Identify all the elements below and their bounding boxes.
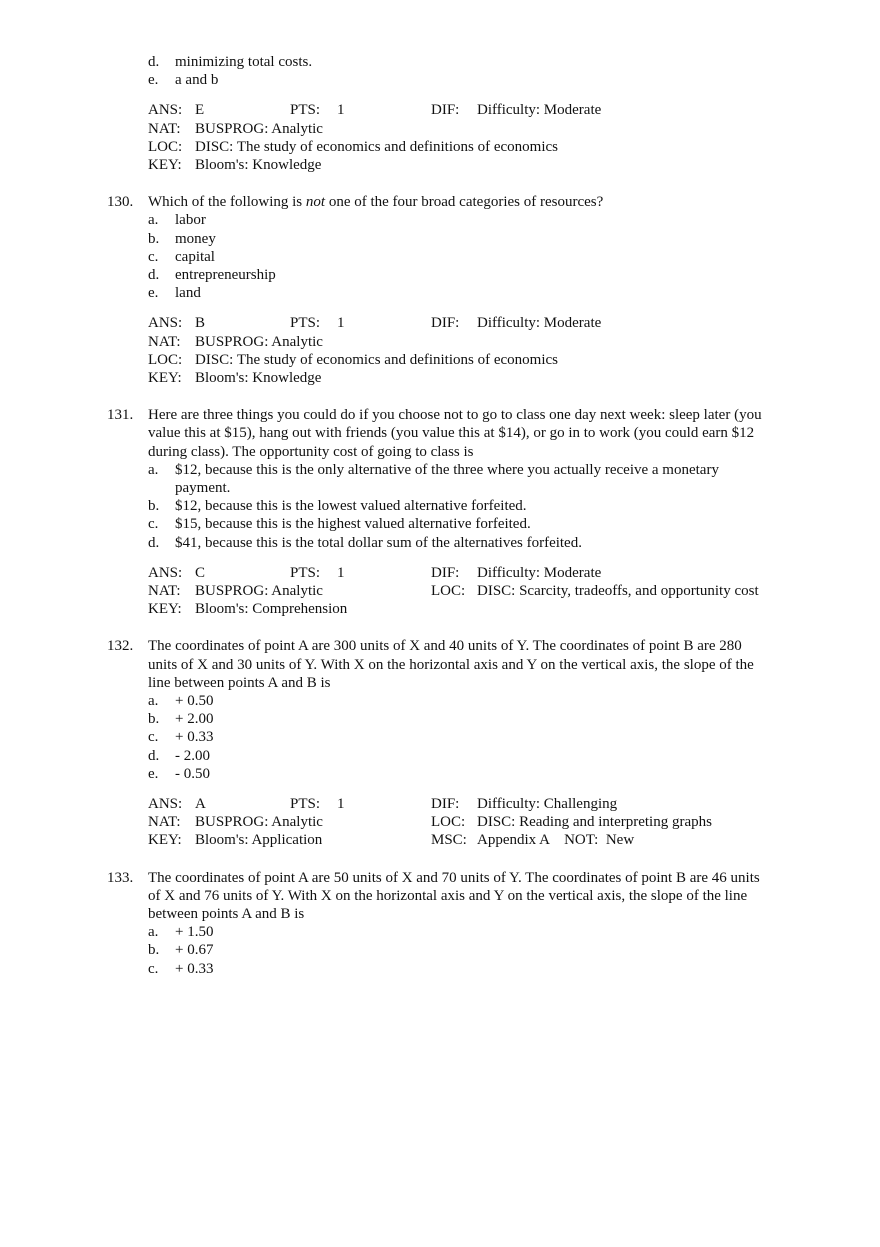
metadata-field <box>148 333 323 351</box>
metadata-row <box>148 314 807 332</box>
metadata-label: LOC: <box>431 814 466 831</box>
question-item <box>107 637 807 849</box>
text-span: value this at $15), hang out with friends (you value this at $14), or go in to work (you could earn $12 <box>148 425 755 442</box>
option-text: $41, because this is the total dollar sum of the alternatives forfeited. <box>175 534 582 551</box>
metadata-field <box>148 831 322 849</box>
answer-option <box>148 211 807 229</box>
option-letter: c. <box>148 516 159 533</box>
metadata-label: KEY: <box>148 832 182 849</box>
metadata-row <box>148 831 807 849</box>
answer-option <box>148 497 807 515</box>
metadata-label: DIF: <box>431 795 460 812</box>
answer-option <box>148 923 807 941</box>
answer-option <box>148 747 807 765</box>
metadata-value: Bloom's: Application <box>195 832 323 849</box>
metadata-row <box>148 156 807 174</box>
metadata-value: DISC: The study of economics and definitions of economics <box>195 138 558 155</box>
metadata-label: DIF: <box>431 564 460 581</box>
answer-option <box>148 941 807 959</box>
metadata-value: Difficulty: Moderate <box>477 102 602 119</box>
option-text: payment. <box>175 479 231 496</box>
metadata-value: BUSPROG: Analytic <box>195 814 323 831</box>
answer-option <box>148 248 807 266</box>
option-text: + 0.33 <box>175 960 214 977</box>
metadata-label: NAT: <box>148 333 181 350</box>
option-text: money <box>175 230 216 247</box>
answer-option <box>148 534 807 552</box>
metadata-value: Difficulty: Challenging <box>477 795 618 812</box>
metadata-value: 1 <box>337 315 345 332</box>
metadata-field <box>148 564 205 582</box>
option-text: - 0.50 <box>175 765 210 782</box>
option-letter: c. <box>148 960 159 977</box>
question-number: 131. <box>107 407 134 424</box>
text-span: of X and 76 units of Y. With X on the horizontal axis and Y on the vertical axis, the slope of the line <box>148 887 748 904</box>
metadata-field <box>148 369 321 387</box>
metadata-value: Difficulty: Moderate <box>477 315 602 332</box>
question-item <box>107 869 807 978</box>
metadata-field <box>148 156 321 174</box>
metadata-label: PTS: <box>290 564 321 581</box>
metadata-row <box>148 101 807 119</box>
metadata-value: Bloom's: Knowledge <box>195 156 322 173</box>
text-span: Here are three things you could do if you choose not to go to class one day next week: sleep later (you <box>148 407 762 424</box>
metadata-label: KEY: <box>148 156 182 173</box>
metadata-field <box>148 120 323 138</box>
metadata-row <box>148 138 807 156</box>
metadata-label: ANS: <box>148 564 183 581</box>
text-span: The coordinates of point A are 300 units of X and 40 units of Y. The coordinates of point B are 280 <box>148 638 742 655</box>
option-letter: a. <box>148 924 159 941</box>
text-span: units of X and 30 units of Y. With X on the horizontal axis and Y on the vertical axis, the slope of the <box>148 656 754 673</box>
metadata-value: 1 <box>337 795 345 812</box>
metadata-row <box>148 351 807 369</box>
metadata-row <box>148 564 807 582</box>
option-letter: e. <box>148 72 159 89</box>
metadata-field <box>148 813 323 831</box>
metadata-value: A <box>195 795 206 812</box>
option-letter: b. <box>148 230 160 247</box>
option-letter: d. <box>148 747 160 764</box>
metadata-label: PTS: <box>290 102 321 119</box>
answer-option <box>148 461 807 497</box>
metadata-value: Difficulty: Moderate <box>477 564 602 581</box>
metadata-field <box>148 582 323 600</box>
metadata-value: 1 <box>337 564 345 581</box>
answer-option <box>148 230 807 248</box>
option-text: + 0.67 <box>175 942 214 959</box>
metadata-label: PTS: <box>290 795 321 812</box>
metadata-label: PTS: <box>290 315 321 332</box>
metadata-value: 1 <box>337 102 345 119</box>
question-text <box>148 443 807 461</box>
metadata-field <box>148 314 205 332</box>
option-letter: a. <box>148 212 159 229</box>
metadata-value: BUSPROG: Analytic <box>195 333 323 350</box>
option-text: land <box>175 285 201 302</box>
metadata-value: B <box>195 315 206 332</box>
metadata-value: DISC: Scarcity, tradeoffs, and opportunity cost <box>477 582 759 599</box>
option-text: + 2.00 <box>175 711 214 728</box>
metadata-label: KEY: <box>148 369 182 386</box>
metadata-label: LOC: <box>148 138 183 155</box>
answer-option <box>148 284 807 302</box>
text-span: line between points A and B is <box>148 674 331 691</box>
metadata-label: DIF: <box>431 315 460 332</box>
metadata-row <box>148 369 807 387</box>
metadata-field <box>148 795 206 813</box>
option-letter: e. <box>148 285 159 302</box>
metadata-value: Appendix A NOT: New <box>477 832 635 849</box>
option-letter: d. <box>148 266 160 283</box>
answer-option <box>148 266 807 284</box>
metadata-label: NAT: <box>148 120 181 137</box>
metadata-row <box>148 333 807 351</box>
metadata-value: BUSPROG: Analytic <box>195 120 323 137</box>
option-text: a and b <box>175 72 219 89</box>
option-text: minimizing total costs. <box>175 54 313 70</box>
question-item <box>107 406 807 618</box>
question-number: 130. <box>107 194 134 211</box>
text-span: Which of the following is <box>148 194 306 211</box>
metadata-field <box>431 795 617 813</box>
question-text <box>148 424 807 442</box>
question-text <box>148 406 807 424</box>
metadata-field <box>290 564 345 582</box>
metadata-field <box>431 582 759 600</box>
metadata-label: LOC: <box>148 351 183 368</box>
option-letter: b. <box>148 498 160 515</box>
option-text: $15, because this is the highest valued alternative forfeited. <box>175 516 531 533</box>
option-letter: a. <box>148 692 159 709</box>
answer-option <box>148 692 807 710</box>
option-text: capital <box>175 248 215 265</box>
answer-metadata <box>148 101 807 174</box>
metadata-row <box>148 120 807 138</box>
option-letter: b. <box>148 942 160 959</box>
metadata-field <box>431 813 712 831</box>
metadata-label: MSC: <box>431 832 467 849</box>
option-letter: b. <box>148 711 160 728</box>
metadata-field <box>290 101 345 119</box>
option-letter: d. <box>148 534 160 551</box>
metadata-label: NAT: <box>148 582 181 599</box>
answer-metadata <box>148 314 807 387</box>
answer-option <box>148 71 807 89</box>
metadata-value: E <box>195 102 205 119</box>
option-text: entrepreneurship <box>175 266 276 283</box>
metadata-row <box>148 582 807 600</box>
option-text: $12, because this is the lowest valued alternative forfeited. <box>175 498 527 515</box>
option-letter: a. <box>148 461 159 478</box>
metadata-field <box>148 600 347 618</box>
option-text: labor <box>175 212 206 229</box>
question-text <box>148 193 807 211</box>
metadata-label: DIF: <box>431 102 460 119</box>
question-text <box>148 887 807 905</box>
metadata-field <box>431 314 601 332</box>
question-text <box>148 674 807 692</box>
text-span: during class). The opportunity cost of going to class is <box>148 443 474 460</box>
metadata-row <box>148 600 807 618</box>
metadata-label: ANS: <box>148 795 183 812</box>
emphasis-text: not <box>305 194 326 211</box>
answer-option <box>148 728 807 746</box>
text-span: The coordinates of point A are 50 units of X and 70 units of Y. The coordinates of point B are 46 units <box>148 869 760 886</box>
metadata-label: NAT: <box>148 814 181 831</box>
question-item <box>107 193 807 387</box>
metadata-row <box>148 795 807 813</box>
metadata-field <box>431 101 601 119</box>
option-letter: c. <box>148 729 159 746</box>
metadata-value: DISC: Reading and interpreting graphs <box>477 814 712 831</box>
answer-metadata <box>148 564 807 619</box>
metadata-value: C <box>195 564 206 581</box>
metadata-row <box>148 813 807 831</box>
question-number: 133. <box>107 869 134 886</box>
metadata-value: BUSPROG: Analytic <box>195 582 323 599</box>
option-letter: e. <box>148 765 159 782</box>
option-text: + 0.33 <box>175 729 214 746</box>
answer-option <box>148 960 807 978</box>
metadata-value: Bloom's: Comprehension <box>195 601 348 618</box>
question-number: 132. <box>107 638 134 655</box>
metadata-field <box>148 101 204 119</box>
question-text <box>148 656 807 674</box>
document-page <box>107 53 807 997</box>
answer-metadata <box>148 795 807 850</box>
metadata-value: DISC: The study of economics and definitions of economics <box>195 351 558 368</box>
option-text: $12, because this is the only alternative of the three where you actually receive a monetary <box>175 461 719 478</box>
metadata-field <box>290 314 345 332</box>
option-text: + 1.50 <box>175 924 214 941</box>
option-letter: d. <box>148 54 160 70</box>
metadata-label: ANS: <box>148 315 183 332</box>
metadata-field <box>148 138 558 156</box>
question-text <box>148 905 807 923</box>
metadata-field <box>431 831 634 849</box>
metadata-value: Bloom's: Knowledge <box>195 369 322 386</box>
metadata-field <box>431 564 601 582</box>
text-span: one of the four broad categories of resources? <box>325 194 604 211</box>
question-text <box>148 869 807 887</box>
metadata-label: LOC: <box>431 582 466 599</box>
metadata-field <box>290 795 345 813</box>
answer-option <box>148 515 807 533</box>
option-text: + 0.50 <box>175 692 214 709</box>
metadata-label: ANS: <box>148 102 183 119</box>
question-continued <box>107 53 807 174</box>
metadata-field <box>148 351 558 369</box>
text-span: between points A and B is <box>148 905 305 922</box>
answer-option <box>148 765 807 783</box>
option-letter: c. <box>148 248 159 265</box>
question-text <box>148 637 807 655</box>
answer-option <box>148 53 807 71</box>
answer-option <box>148 710 807 728</box>
metadata-label: KEY: <box>148 601 182 618</box>
option-text: - 2.00 <box>175 747 210 764</box>
